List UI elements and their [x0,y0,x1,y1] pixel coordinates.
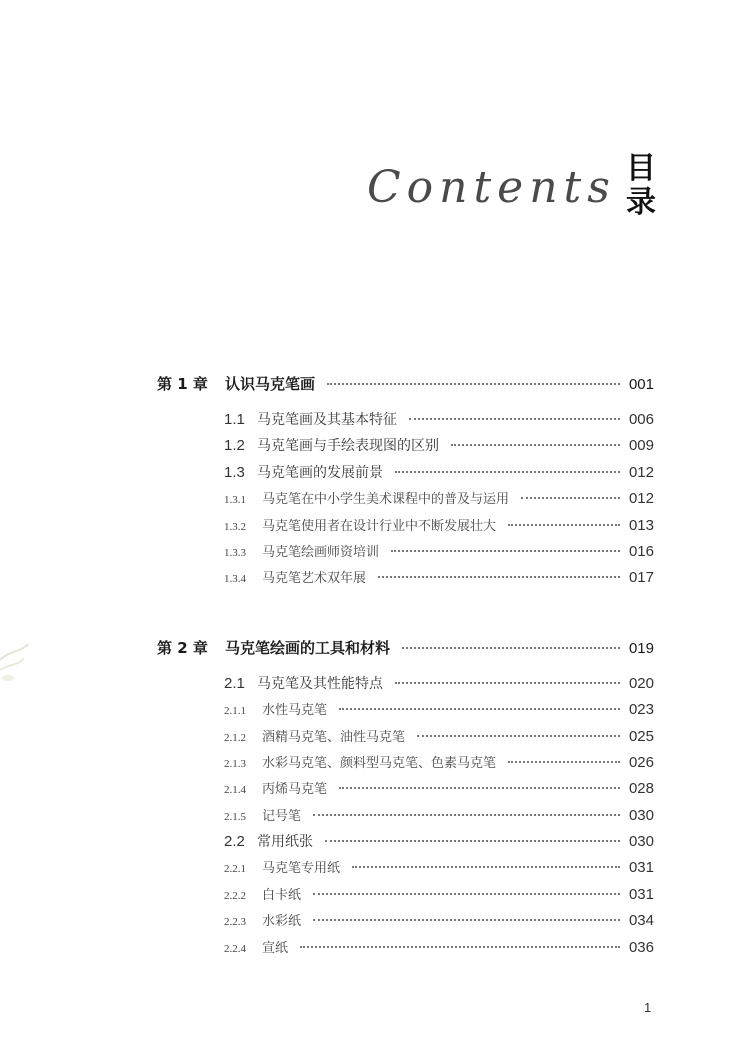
section-title: 马克笔画的发展前景 [257,465,383,481]
dot-leader [417,735,620,737]
sub-title: 白卡纸 [262,888,302,903]
section-number: 2.1 [224,675,245,692]
dot-leader [391,550,620,552]
section-title: 马克笔画及其基本特征 [257,412,397,428]
sub-title: 马克笔艺术双年展 [262,571,367,586]
sub-number: 2.2.2 [224,890,246,902]
sub-title: 水性马克笔 [262,703,328,718]
sub-page-number: 028 [628,780,654,797]
chapter-number: 第 2 章 [157,639,208,657]
dot-leader [325,840,620,842]
section-number: 2.2 [224,833,245,850]
sub-page-number: 031 [628,859,654,876]
sub-title: 水彩马克笔、颜料型马克笔、色素马克笔 [262,756,497,771]
sub-page-number: 017 [628,569,654,586]
section-entry[interactable] [0,409,750,431]
sub-number: 2.2.1 [224,863,246,875]
sub-title: 宣纸 [262,941,289,956]
sub-entry[interactable] [0,910,750,932]
dot-leader [352,866,620,868]
sub-number: 1.3.3 [224,547,246,559]
sub-number: 1.3.2 [224,521,246,533]
section-title: 常用纸张 [257,834,313,850]
sub-page-number: 026 [628,754,654,771]
page-number: 1 [644,1000,652,1015]
sub-page-number: 012 [628,490,654,507]
sub-number: 2.1.3 [224,758,246,770]
sub-number: 2.1.1 [224,705,246,717]
sub-number: 2.1.5 [224,811,246,823]
chapter-title: 认识马克笔画 [225,375,316,393]
dot-leader [327,383,620,385]
section-number: 1.3 [224,464,245,481]
section-title: 马克笔及其性能特点 [257,676,383,692]
dot-leader [508,761,620,763]
sub-entry[interactable] [0,884,750,906]
chinese-title-char-2: 录 [626,185,656,220]
sub-entry[interactable] [0,567,750,589]
section-entry[interactable] [0,831,750,853]
sub-entry[interactable] [0,752,750,774]
chinese-title [623,152,659,220]
sub-entry[interactable] [0,541,750,563]
sub-page-number: 034 [628,912,654,929]
sub-title: 记号笔 [262,809,302,824]
contents-script-title [365,160,616,214]
section-page-number: 012 [628,464,654,481]
chapter-page-number: 019 [628,640,654,657]
dot-leader [402,647,620,649]
section-page-number: 030 [628,833,654,850]
section-number: 1.2 [224,437,245,454]
section-entry[interactable] [0,435,750,457]
dot-leader [395,682,620,684]
dot-leader [508,524,620,526]
sub-title: 马克笔使用者在设计行业中不断发展壮大 [262,519,497,534]
section-page-number: 009 [628,437,654,454]
dot-leader [339,708,620,710]
dot-leader [313,814,620,816]
sub-page-number: 013 [628,517,654,534]
chinese-title-char-1: 目 [626,151,656,186]
dot-leader [378,576,620,578]
sub-page-number: 030 [628,807,654,824]
sub-number: 2.2.4 [224,943,246,955]
sub-entry[interactable] [0,857,750,879]
section-page-number: 020 [628,675,654,692]
sub-entry[interactable] [0,805,750,827]
dot-leader [395,471,620,473]
sub-title: 马克笔在中小学生美术课程中的普及与运用 [262,492,510,507]
sub-entry[interactable] [0,488,750,510]
sub-entry[interactable] [0,699,750,721]
dot-leader [313,893,620,895]
sub-title: 马克笔绘画师资培训 [262,545,380,560]
sub-page-number: 025 [628,728,654,745]
section-title: 马克笔画与手绘表现图的区别 [257,438,439,454]
sub-number: 2.1.4 [224,784,246,796]
sub-entry[interactable] [0,726,750,748]
chapter-number: 第 1 章 [157,375,208,393]
sub-entry[interactable] [0,515,750,537]
contents-script-text: Contents [367,162,616,213]
sub-number: 2.1.2 [224,732,246,744]
dot-leader [339,787,620,789]
sub-title: 马克笔专用纸 [262,861,341,876]
dot-leader [521,497,620,499]
chapter-title: 马克笔绘画的工具和材料 [225,639,391,657]
chapter-entry[interactable] [0,373,750,395]
section-entry[interactable] [0,462,750,484]
section-entry[interactable] [0,673,750,695]
sub-title: 丙烯马克笔 [262,782,328,797]
dot-leader [409,418,620,420]
dot-leader [451,444,620,446]
sub-number: 1.3.1 [224,494,246,506]
section-number: 1.1 [224,411,245,428]
chapter-page-number: 001 [628,376,654,393]
sub-entry[interactable] [0,778,750,800]
sub-page-number: 031 [628,886,654,903]
sub-page-number: 036 [628,939,654,956]
dot-leader [300,946,620,948]
dot-leader [313,919,620,921]
section-page-number: 006 [628,411,654,428]
sub-page-number: 023 [628,701,654,718]
chapter-entry[interactable] [0,637,750,659]
sub-entry[interactable] [0,937,750,959]
sub-number: 2.2.3 [224,916,246,928]
sub-title: 酒精马克笔、油性马克笔 [262,730,406,745]
sub-title: 水彩纸 [262,914,302,929]
sub-number: 1.3.4 [224,573,246,585]
sub-page-number: 016 [628,543,654,560]
